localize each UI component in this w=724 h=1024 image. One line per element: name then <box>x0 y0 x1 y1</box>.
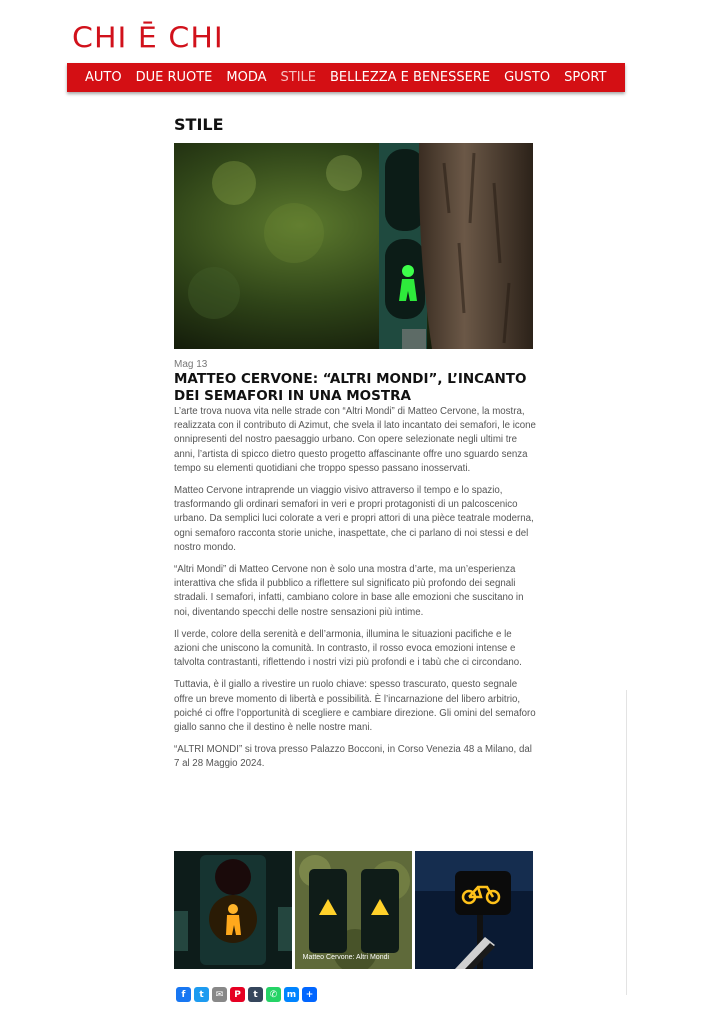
share-tumblr-icon[interactable]: t <box>248 987 263 1002</box>
nav-item-stile[interactable]: STILE <box>280 70 317 85</box>
share-whatsapp-icon[interactable]: ✆ <box>266 987 281 1002</box>
share-messenger-icon[interactable]: m <box>284 987 299 1002</box>
nav-item-sport[interactable]: SPORT <box>564 70 607 85</box>
gallery-caption: Matteo Cervone: Altri Mondi <box>302 954 390 961</box>
gallery-image-1[interactable] <box>174 851 292 969</box>
nav-item-moda[interactable]: MODA <box>226 70 267 85</box>
article-paragraph: L’arte trova nuova vita nelle strade con “Altri Mondi” di Matteo Cervone, la mostra, realizzata con il contributo di Azimut, che svela il lato incantato dei semafori, le icone onnipresenti del nostro paesaggio urbano. Con opere selezionate negli ultimi tre anni, l’artista di spicco dietro questo progetto affascinante offre uno sguardo senza tempo su elementi quotidiani che troppo spesso passano inosservati. <box>174 406 536 474</box>
share-bar <box>176 987 317 1002</box>
content-divider <box>626 690 627 995</box>
logo-text: CHI Ē CHI <box>72 21 224 55</box>
site-logo[interactable] <box>72 22 224 54</box>
share-share-more-icon[interactable]: + <box>302 987 317 1002</box>
share-pinterest-icon[interactable]: P <box>230 987 245 1002</box>
article-paragraph: Tuttavia, è il giallo a rivestire un ruolo chiave: spesso trascurato, questo segnale offre un breve momento di libertà e possibilità. È l’incarnazione del libero arbitrio, poiché ci offre l’opportunità di scegliere e cambiare direzione. Gli omini del semaforo giallo sanno che il destino è nelle nostre mani. <box>174 679 536 734</box>
nav-item-due-ruote[interactable]: DUE RUOTE <box>135 70 213 85</box>
gallery-image-2[interactable] <box>295 851 413 969</box>
article-date: Mag 13 <box>174 359 208 370</box>
article-body <box>174 405 536 780</box>
share-facebook-icon[interactable]: f <box>176 987 191 1002</box>
article-paragraph: Il verde, colore della serenità e dell’armonia, illumina le situazioni pacifiche e le azioni che uniscono la comunità. In contrasto, il rosso evoca emozioni intense e talvolta contrastanti, riflettendo i nostri vizi più profondi e i tabù che ci circondano. <box>174 628 522 669</box>
main-nav <box>67 63 625 92</box>
section-title: STILE <box>174 115 224 134</box>
hero-image <box>174 143 533 349</box>
share-twitter-icon[interactable]: t <box>194 987 209 1002</box>
nav-item-bellezza-e-benessere[interactable]: BELLEZZA E BENESSERE <box>330 70 491 85</box>
article-paragraph: Matteo Cervone intraprende un viaggio visivo attraverso il tempo e lo spazio, trasformando gli ordinari semafori in veri e propri protagonisti di un palcoscenico urbano. Da semplici luci colorate a veri e propri attori di una pièce teatrale moderna, ogni semaforo racconta storie uniche, inaspettate, che ci parlano di noi stessi e del nostro mondo. <box>174 485 534 553</box>
gallery-image-3[interactable] <box>415 851 533 969</box>
image-gallery <box>174 851 533 969</box>
nav-item-auto[interactable]: AUTO <box>85 70 122 85</box>
share-email-icon[interactable]: ✉ <box>212 987 227 1002</box>
article-paragraph: “Altri Mondi” di Matteo Cervone non è solo una mostra d’arte, ma un’esperienza interattiva che sfida il pubblico a riflettere sul significato più profondo dei segnali stradali. I semafori, infatti, cambiano colore in base alle emozioni che suscitano in noi, diventando specchi delle nostre sensazioni più intime. <box>174 564 524 618</box>
article-paragraph: “ALTRI MONDI” si trova presso Palazzo Bocconi, in Corso Venezia 48 a Milano, dal 7 al 28 Maggio 2024. <box>174 744 532 770</box>
nav-item-gusto[interactable]: GUSTO <box>504 70 551 85</box>
article-title: MATTEO CERVONE: “ALTRI MONDI”, L’INCANTO DEI SEMAFORI IN UNA MOSTRA <box>174 371 527 404</box>
